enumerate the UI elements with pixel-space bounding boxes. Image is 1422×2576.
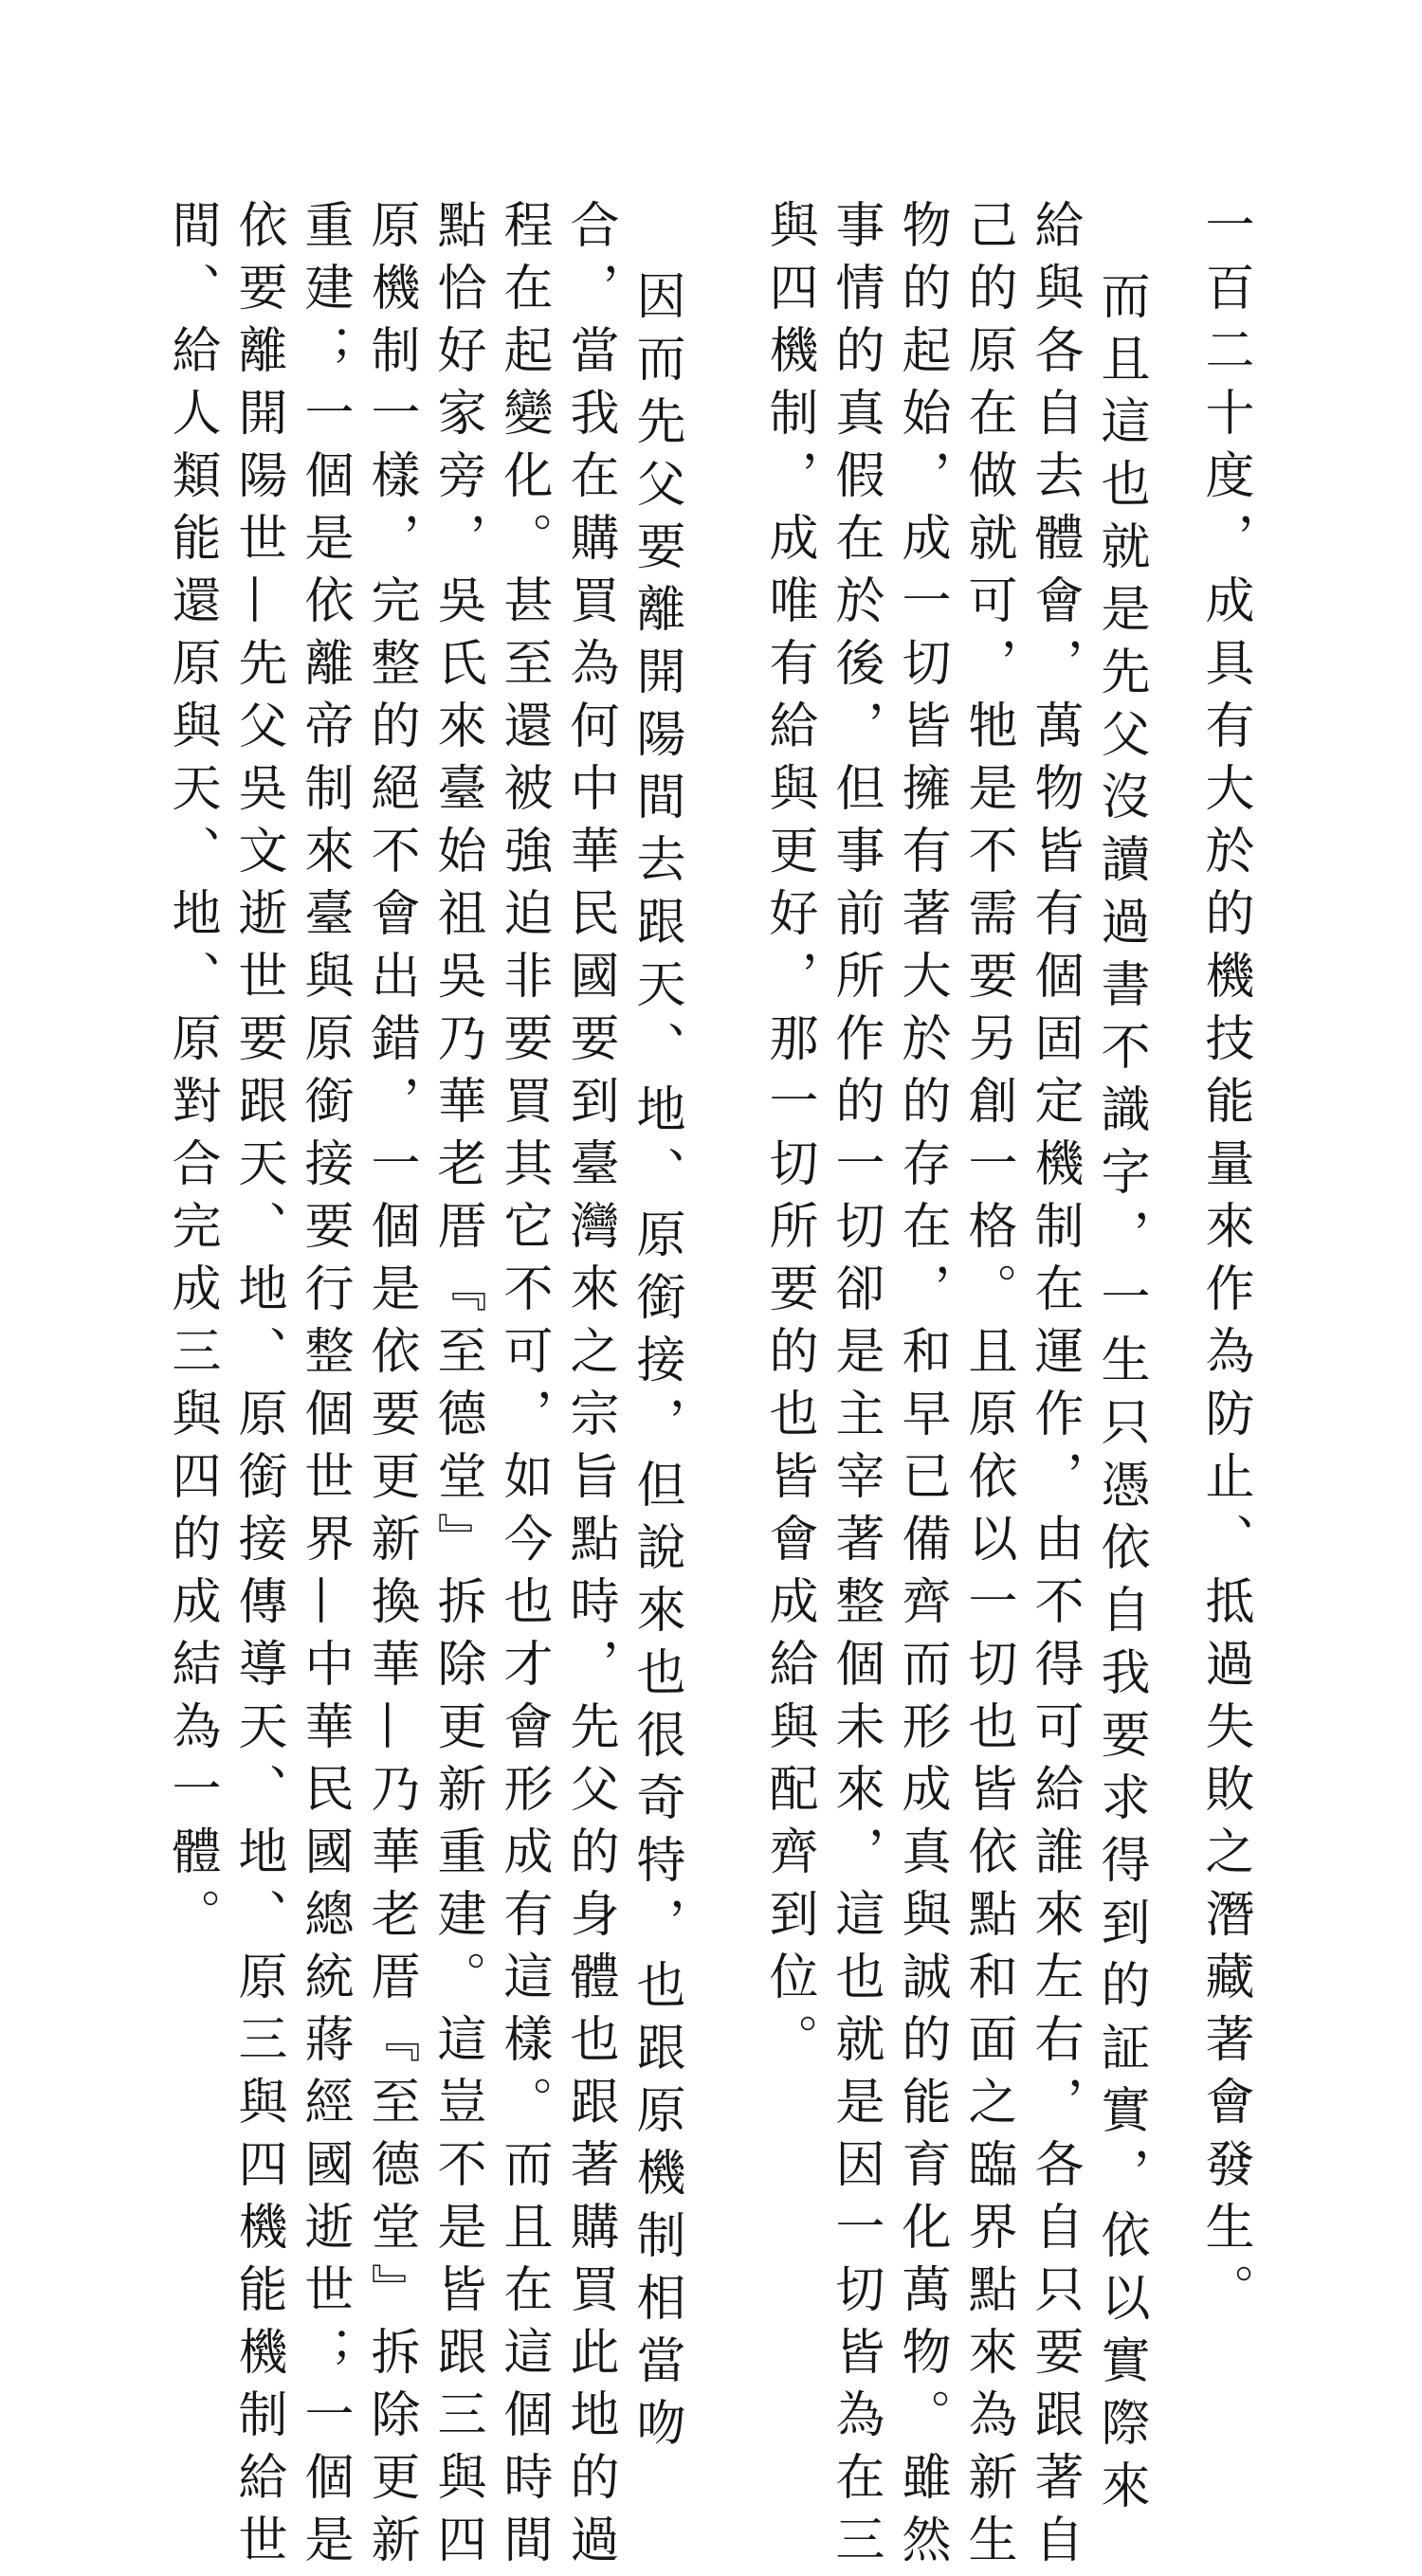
text-column: 點恰好家旁，吳氏來臺始祖吳乃華老厝『至德堂』拆除更新重建。這豈不是皆跟三與四 bbox=[428, 199, 485, 2576]
text-column: 重建；一個是依離帝制來臺與原銜接要行整個世界—中華民國總統蔣經國逝世；一個是 bbox=[296, 199, 353, 2576]
text-column: 物的起始，成一切皆擁有著大於的存在，和早已備齊而形成真與誠的能育化萬物。雖然 bbox=[893, 199, 950, 2576]
text-column: 間、給人類能還原與天、地、原對合完成三與四的成結為一體。 bbox=[163, 199, 220, 1950]
text-column: 依要離開陽世—先父吳文逝世要跟天、地、原銜接傳導天、地、原三與四機能機制給世 bbox=[229, 199, 286, 2576]
text-column: 給與各自去體會，萬物皆有個固定機制在運作，由不得可給誰來左右，各自只要跟著自 bbox=[1026, 199, 1083, 2576]
text-column: 與四機制，成唯有給與更好，那一切所要的也皆會成給與配齊到位。 bbox=[760, 199, 817, 2076]
text-column: 己的原在做就可，牠是不需要另創一格。且原依以一切也皆依點和面之臨界點來為新生 bbox=[959, 199, 1016, 2576]
text-column: 原機制一樣，完整的絕不會出錯，一個是依要更新換華—乃華老厝『至德堂』拆除更新 bbox=[362, 199, 419, 2576]
paragraph-start-column: 而且這也就是先父沒讀過書不識字，一生只憑依自我要求得到的証實，依以實際來 bbox=[1092, 270, 1149, 2522]
paragraph-start-column: 因而先父要離開陽間去跟天、地、原銜接，但說來也很奇特，也跟原機制相當吻 bbox=[628, 270, 684, 2459]
text-column: 一百二十度，成具有大於的機技能量來作為防止、抵過失敗之潛藏著會發生。 bbox=[1196, 199, 1253, 2326]
text-column: 程在起變化。甚至還被強迫非要買其它不可，如今也才會形成有這樣。而且在這個時間 bbox=[495, 199, 552, 2576]
text-column: 事情的真假在於後，但事前所作的一切卻是主宰著整個未來，這也就是因一切皆為在三 bbox=[827, 199, 884, 2576]
text-column: 合，當我在購買為何中華民國要到臺灣來之宗旨點時，先父的身體也跟著購買此地的過 bbox=[561, 199, 618, 2576]
